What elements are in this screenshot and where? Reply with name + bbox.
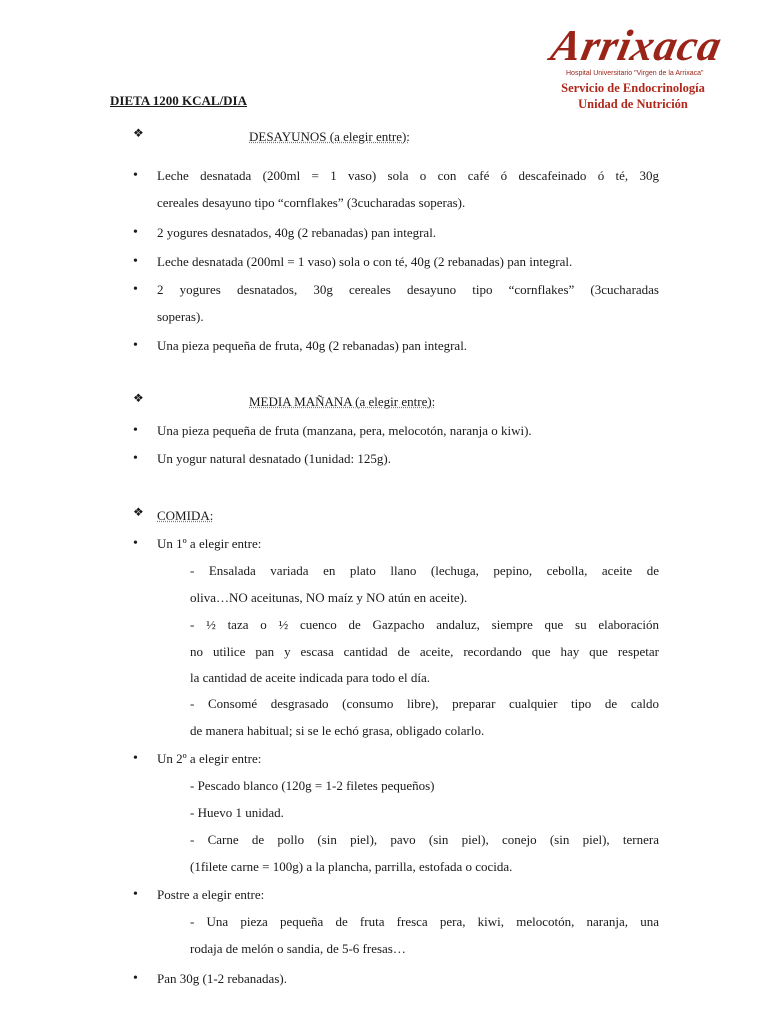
bullet-icon: • [133,536,138,551]
bullet-icon: • [133,751,138,766]
option-line: oliva…NO aceitunas, NO maíz y NO atún en aceite). [190,590,468,605]
list-item: Un yogur natural desnatado (1unidad: 125g). [157,451,391,466]
list-item: Un 2º a elegir entre: [157,751,262,766]
option-line: - Pescado blanco (120g = 1-2 filetes pequeños) [190,778,435,793]
comida-heading: COMIDA: [157,508,214,523]
desayunos-heading: DESAYUNOS (a elegir entre): [249,129,410,144]
list-item-continued: cereales desayuno tipo “cornflakes” (3cucharadas soperas). [157,195,466,210]
option-line: - Consomé desgrasado (consumo libre), preparar cualquier tipo de caldo [190,696,659,711]
page-title: DIETA 1200 KCAL/DIA [110,93,248,108]
bullet-icon: • [133,338,138,353]
option-line: de manera habitual; si se le echó grasa, obligado colarlo. [190,723,485,738]
option-line: la cantidad de aceite indicada para todo el día. [190,670,431,685]
service-name: Servicio de Endocrinología [561,81,705,95]
option-line: - Una pieza pequeña de fruta fresca pera, kiwi, melocotón, naranja, una [190,914,659,929]
option-line: - Huevo 1 unidad. [190,805,284,820]
list-item: Una pieza pequeña de fruta, 40g (2 rebanadas) pan integral. [157,338,468,353]
list-item: Pan 30g (1-2 rebanadas). [157,971,287,986]
bullet-icon: • [133,282,138,297]
diamond-bullet-icon: ❖ [133,126,144,140]
unit-name: Unidad de Nutrición [578,97,688,111]
logo-subtitle: Hospital Universitario "Virgen de la Arrixaca" [566,70,704,77]
bullet-icon: • [133,451,138,466]
list-item: 2 yogures desnatados, 40g (2 rebanadas) pan integral. [157,225,437,240]
option-line: - ½ taza o ½ cuenco de Gazpacho andaluz, siempre que su elaboración [190,617,659,632]
logo-wordmark: Arrixaca [546,21,727,70]
option-line: (1filete carne = 100g) a la plancha, parrilla, estofada o cocida. [190,859,513,874]
bullet-icon: • [133,887,138,902]
list-item: Leche desnatada (200ml = 1 vaso) sola o con café ó descafeinado ó té, 30g [157,168,659,183]
diamond-bullet-icon: ❖ [133,391,144,405]
hospital-logo [546,21,727,82]
bullet-icon: • [133,168,138,183]
list-item: Leche desnatada (200ml = 1 vaso) sola o con té, 40g (2 rebanadas) pan integral. [157,254,573,269]
option-line: - Ensalada variada en plato llano (lechuga, pepino, cebolla, aceite de [190,563,659,578]
diamond-bullet-icon: ❖ [133,505,144,519]
list-item: Postre a elegir entre: [157,887,265,902]
bullet-icon: • [133,423,138,438]
list-item-continued: soperas). [157,309,204,324]
bullet-icon: • [133,254,138,269]
list-item: Un 1º a elegir entre: [157,536,262,551]
option-line: no utilice pan y escasa cantidad de aceite, recordando que hay que respetar [190,644,659,659]
option-line: - Carne de pollo (sin piel), pavo (sin piel), conejo (sin piel), ternera [190,832,659,847]
bullet-icon: • [133,971,138,986]
bullet-icon: • [133,225,138,240]
list-item: Una pieza pequeña de fruta (manzana, pera, melocotón, naranja o kiwi). [157,423,532,438]
media-manana-heading: MEDIA MAÑANA (a elegir entre): [249,394,436,409]
option-line: rodaja de melón o sandia, de 5-6 fresas… [190,941,406,956]
list-item: 2 yogures desnatados, 30g cereales desayuno tipo “cornflakes” (3cucharadas [157,282,659,297]
